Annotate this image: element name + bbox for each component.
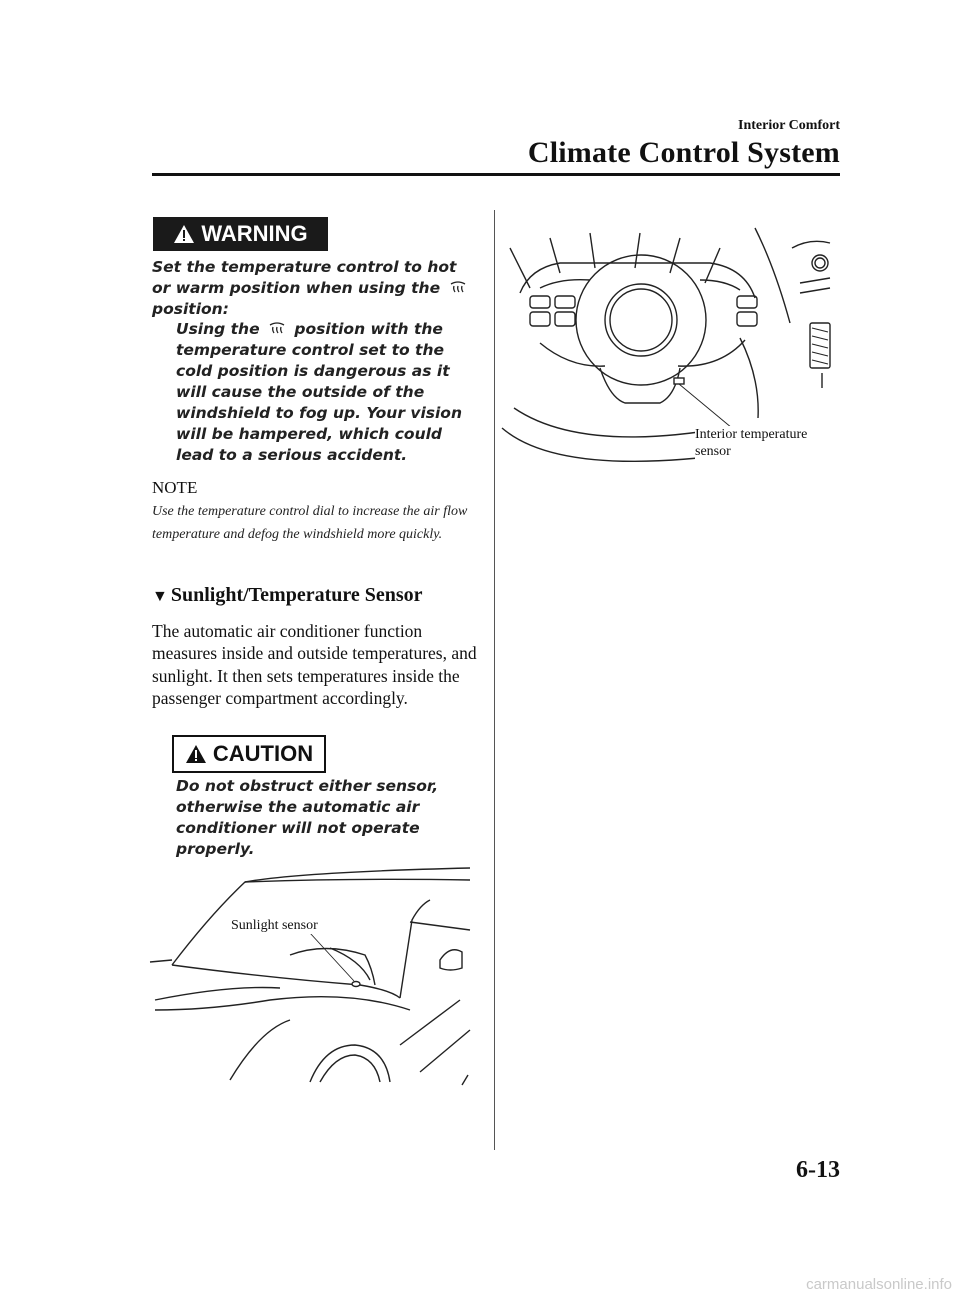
- warning-badge: [153, 217, 328, 251]
- warning-lead: [152, 257, 472, 320]
- page-number: 6-13: [796, 1157, 840, 1183]
- section-label: Interior Comfort: [738, 118, 840, 133]
- warning-lead-tail: position:: [152, 300, 229, 318]
- warning-label: WARNING: [201, 221, 308, 246]
- section-heading-text: Sunlight/Temperature Sensor: [170, 584, 423, 606]
- note-body: Use the temperature control dial to increase the air flow temperature and defog the windshield more quickly.: [152, 504, 468, 542]
- note-title: NOTE: [152, 478, 198, 497]
- warning-body: [176, 319, 476, 466]
- caution-icon: [185, 744, 207, 764]
- title-rule: [152, 173, 840, 176]
- defroster-icon: [449, 280, 467, 294]
- column-divider: [494, 210, 495, 1150]
- triangle-bullet-icon: ▼: [152, 588, 168, 605]
- interior-label-line2: sensor: [695, 444, 731, 459]
- windshield-diagram: [150, 860, 475, 1085]
- warning-icon: [173, 224, 195, 244]
- interior-label-line1: Interior temperature: [695, 427, 808, 442]
- warning-body-rest: position with the temperature control set to the cold position is dangerous as it will cause the outside of the windshield to fog up. Your vision will be hampered, which could lead to a serious accident.: [176, 320, 462, 464]
- watermark-link[interactable]: carmanualsonline.info: [806, 1276, 952, 1293]
- caution-body: Do not obstruct either sensor, otherwise the automatic air conditioner will not operate properly.: [176, 777, 439, 858]
- caution-label: CAUTION: [212, 741, 314, 766]
- interior-temp-sensor-label: [695, 426, 807, 460]
- warning-lead-text: Set the temperature control to hot or warm position when using the: [152, 258, 457, 297]
- defroster-icon: [268, 321, 286, 335]
- section-body: The automatic air conditioner function measures inside and outside temperatures, and sunlight. It then sets temperatures inside the passenger compartment accordingly.: [152, 621, 477, 709]
- sunlight-sensor-label: Sunlight sensor: [231, 918, 318, 933]
- caution-badge: [172, 735, 326, 773]
- warning-body-start: Using the: [176, 320, 260, 338]
- section-heading: [152, 584, 423, 607]
- chapter-title: Climate Control System: [527, 136, 840, 169]
